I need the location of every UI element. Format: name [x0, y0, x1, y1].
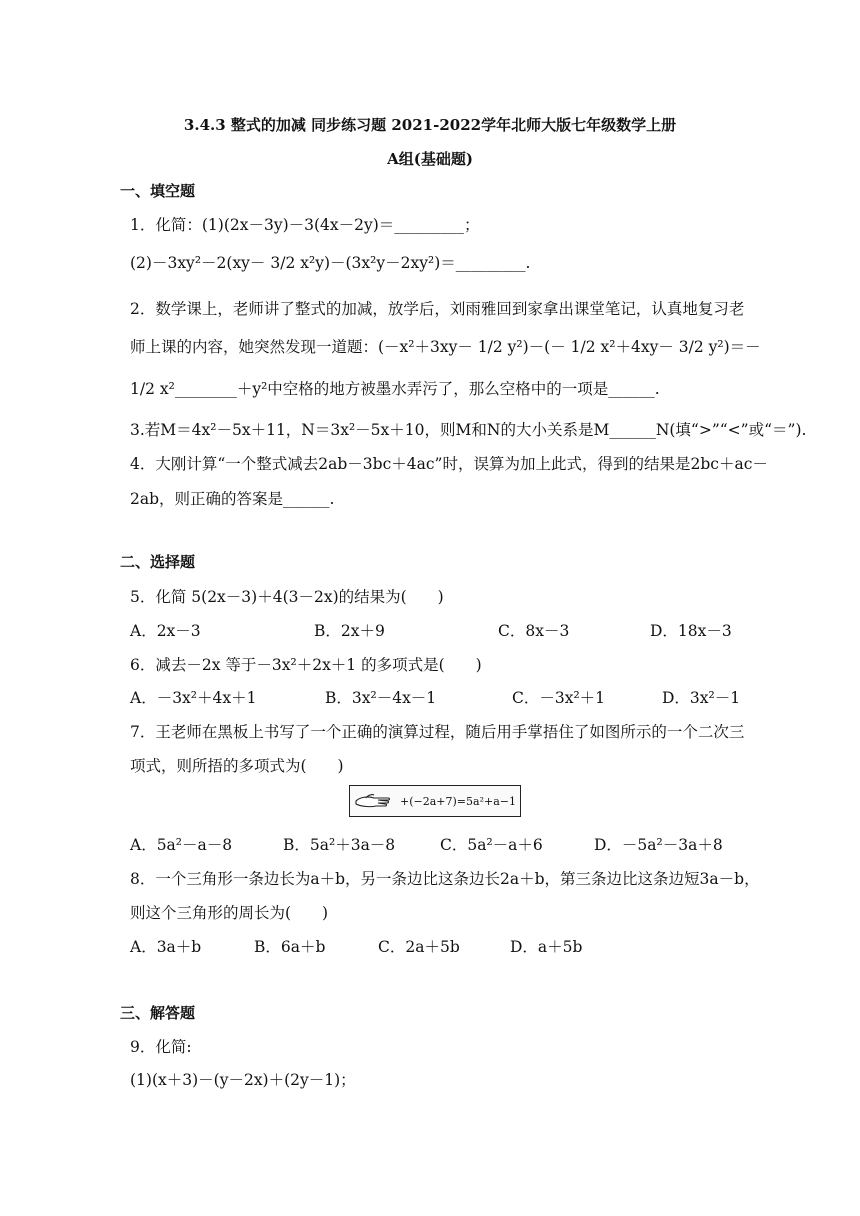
- question-6: 6．减去－2x 等于－3x²＋2x＋1 的多项式是( ): [130, 656, 482, 674]
- question-9-part1: (1)(x＋3)－(y－2x)＋(2y－1)；: [130, 1071, 356, 1089]
- group-label: A组(基础题): [387, 150, 473, 168]
- question-8-line1: 8．一个三角形一条边长为a＋b，另一条边比这条边长2a＋b，第三条边比这条边短3a－b，: [130, 870, 760, 888]
- question-4-line1: 4．大刚计算“一个整式减去2ab－3bc＋4ac”时，误算为加上此式，得到的结果是2bc＋ac－: [130, 455, 768, 473]
- q8-option-d: D．a＋5b: [510, 938, 583, 956]
- question-7-line1: 7．王老师在黑板上书写了一个正确的演算过程，随后用手掌捂住了如图所示的一个二次三: [130, 723, 745, 741]
- question-3: 3.若M＝4x²－5x＋11，N＝3x²－5x＋10，则M和N的大小关系是M______N(填“>”“<”或“＝”).: [130, 421, 807, 439]
- question-5: 5．化简 5(2x－3)＋4(3－2x)的结果为( ): [130, 588, 444, 606]
- section-heading-solve: 三、解答题: [120, 1004, 196, 1022]
- q6-option-d: D．3x²－1: [662, 689, 741, 707]
- section-heading-choice: 二、选择题: [120, 553, 196, 571]
- question-1-part1: 1．化简：(1)(2x－3y)－3(4x－2y)＝_________；: [130, 216, 480, 234]
- question-2-line2: 师上课的内容，她突然发现一道题：(－x²＋3xy－ 1/2 y²)－(－ 1/2 x²＋4xy－ 3/2 y²)＝－: [130, 338, 761, 356]
- q6-option-a: A．－3x²＋4x＋1: [130, 689, 257, 707]
- hand-icon: [354, 792, 394, 810]
- question-2-line1: 2．数学课上，老师讲了整式的加减，放学后，刘雨雅回到家拿出课堂笔记，认真地复习老: [130, 300, 745, 318]
- q8-option-a: A．3a＋b: [130, 938, 202, 956]
- q7-option-c: C．5a²－a＋6: [440, 836, 543, 854]
- question-7-line2: 项式，则所捂的多项式为( ): [130, 757, 344, 775]
- q5-option-b: B．2x＋9: [314, 622, 385, 640]
- q7-figure-box: [349, 785, 521, 817]
- question-9: 9．化简:: [130, 1038, 192, 1056]
- q5-option-c: C．8x－3: [498, 622, 570, 640]
- q8-option-b: B．6a＋b: [254, 938, 326, 956]
- q6-option-c: C．－3x²＋1: [512, 689, 606, 707]
- q6-option-b: B．3x²－4x－1: [325, 689, 437, 707]
- q8-option-c: C．2a＋5b: [378, 938, 460, 956]
- question-4-line2: 2ab，则正确的答案是______.: [130, 490, 335, 508]
- question-8-line2: 则这个三角形的周长为( ): [130, 904, 329, 922]
- q5-option-a: A．2x－3: [130, 622, 201, 640]
- q7-option-a: A．5a²－a－8: [130, 836, 233, 854]
- section-heading-fill: 一、填空题: [120, 182, 196, 200]
- question-1-part2: (2)－3xy²－2(xy－ 3/2 x²y)－(3x²y－2xy²)＝_________.: [130, 254, 531, 272]
- q7-option-d: D．－5a²－3a＋8: [594, 836, 723, 854]
- q7-figure-expression: +(−2a+7)=5a²+a−1: [400, 794, 516, 808]
- q5-option-d: D．18x－3: [650, 622, 732, 640]
- question-2-line3: 1/2 x²________＋y²中空格的地方被墨水弄污了，那么空格中的一项是______.: [130, 380, 660, 398]
- q7-option-b: B．5a²＋3a－8: [283, 836, 396, 854]
- document-title: 3.4.3 整式的加减 同步练习题 2021-2022学年北师大版七年级数学上册: [183, 116, 677, 134]
